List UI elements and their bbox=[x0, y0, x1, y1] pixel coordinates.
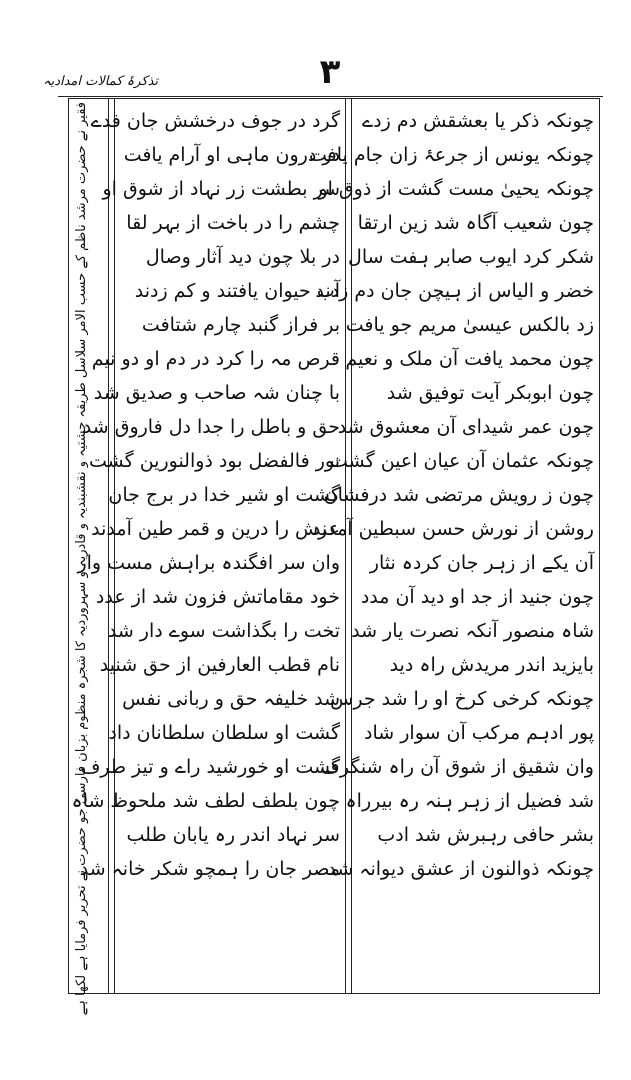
verse-line: گشت او خورشید راے و تیز طرف bbox=[80, 756, 340, 778]
verse-line: وان سر افگندہ براہش مست وار bbox=[77, 552, 340, 574]
page-number: ۳ bbox=[319, 52, 341, 92]
verse-line: آن یکے از زہر جان کردہ نثار bbox=[369, 552, 594, 574]
margin-note-text: فقیر نے حضرت مرشد ناظم کے حسب الامر سلاسل طریقہ چشتیہ و نقشبندیہ و قادریہ و سہروردیہ کا شجرہ منظوم بزبان فارسی جو حضرت نے تحریر فرمایا ہے لکھا ہے bbox=[74, 102, 89, 1016]
verse-line: مصر جان را ہمچو شکر خانہ شد bbox=[79, 858, 340, 880]
verse-line: تخت را بگذاشت سوے دار شد bbox=[107, 620, 340, 642]
verse-line: شد خلیفہ حق و ربانی نفس bbox=[122, 688, 340, 710]
verse-line: بشر حافی رہبرش شد ادب bbox=[377, 824, 594, 846]
running-head: تذکرۂ کمالات امدادیہ bbox=[42, 74, 158, 89]
verse-line: شکر کرد ایوب صابر ہفت سال bbox=[348, 246, 594, 268]
verse-line: روشن از نورش حسن سبطین آمدند bbox=[311, 518, 594, 540]
verse-line: قرص مہ را کرد در دم او دو نیم bbox=[91, 348, 340, 370]
header-rule bbox=[58, 96, 603, 97]
verse-line: عرش را درین و قمر طین آمدند bbox=[91, 518, 340, 540]
verse-line: نور فالفضل بود ذوالنورین گشت bbox=[89, 450, 340, 472]
verse-line: بر فراز گنبد چارم شتافت bbox=[141, 314, 340, 336]
verse-line: چونکہ یحییٰ مست گشت از ذوق او bbox=[318, 178, 594, 200]
verse-line: نام قطب العارفین از حق شنید bbox=[99, 654, 340, 676]
verse-line: زد بالکس عیسیٰ مریم جو یافت bbox=[345, 314, 594, 336]
verse-line: شد فضیل از زہر ہنہ رہ بیرراہ bbox=[345, 790, 594, 812]
verse-line: گشت او سلطان سلطانان داد bbox=[108, 722, 340, 744]
verse-line: چونکہ عثمان آن عیان اعین گشت bbox=[330, 450, 594, 472]
verse-line: چونکہ کرخی کرخ او را شد جرس bbox=[330, 688, 594, 710]
verse-line: پور ادہم مرکب آن سوار شاد bbox=[364, 722, 594, 744]
verse-line: حق و باطل را جدا دل فاروق شد bbox=[82, 416, 340, 438]
verse-line: چون ابوبکر آیت توفیق شد bbox=[386, 382, 594, 404]
verse-line: شاہ منصور آنکہ نصرت یار شد bbox=[351, 620, 594, 642]
verse-line: چونکہ ذکر یا بعشقش دم زدے bbox=[362, 110, 594, 132]
verse-line: سر بطشت زر نہاد از شوق او bbox=[102, 178, 340, 200]
verse-line: گشت او شیر خدا در برج جان bbox=[108, 484, 340, 506]
right-verse-column bbox=[309, 104, 596, 988]
verse-line: سر نہاد اندر رہ یابان طلب bbox=[126, 824, 340, 846]
verse-line: چونکہ ذوالنون از عشق دیوانہ شد bbox=[327, 858, 594, 880]
verse-line: خضر و الیاس از ہیچن جان دم زدند bbox=[315, 280, 594, 302]
verse-line: چون محمد یافت آن ملک و نعیم bbox=[345, 348, 594, 370]
verse-line: چون شعیب آگاہ شد زین ارتقا bbox=[357, 212, 594, 234]
verse-line: بایزید اندر مریدش راہ دید bbox=[389, 654, 594, 676]
verse-line: آب حیوان یافتند و کم زدند bbox=[134, 280, 340, 302]
verse-line: در بلا چون دید آثار وصال bbox=[145, 246, 340, 268]
verse-line: چون جنید از جد او دید آن مدد bbox=[360, 586, 594, 608]
verse-line: گرد در جوف درخشش جان فدے bbox=[90, 110, 340, 132]
verse-line: چون بلطف لطف شد ملحوظ شاہ bbox=[71, 790, 340, 812]
verse-line: خود مقاماتش فزون شد از عدد bbox=[95, 586, 340, 608]
verse-line: چون عمر شیدای آن معشوق شد bbox=[337, 416, 594, 438]
verse-line: چونکہ یونس از جرعۂ زان جام یافت bbox=[309, 144, 594, 166]
verse-line: در درون ماہی او آرام یافت bbox=[123, 144, 340, 166]
verse-line: چون ز رویش مرتضی شد درفشان bbox=[323, 484, 594, 506]
verse-line: چشم را در باخت از بہر لقا bbox=[126, 212, 340, 234]
verse-line: وان شقیق از شوق آن راہ شنگرف bbox=[320, 756, 594, 778]
verse-line: با چنان شہ صاحب و صدیق شد bbox=[93, 382, 340, 404]
